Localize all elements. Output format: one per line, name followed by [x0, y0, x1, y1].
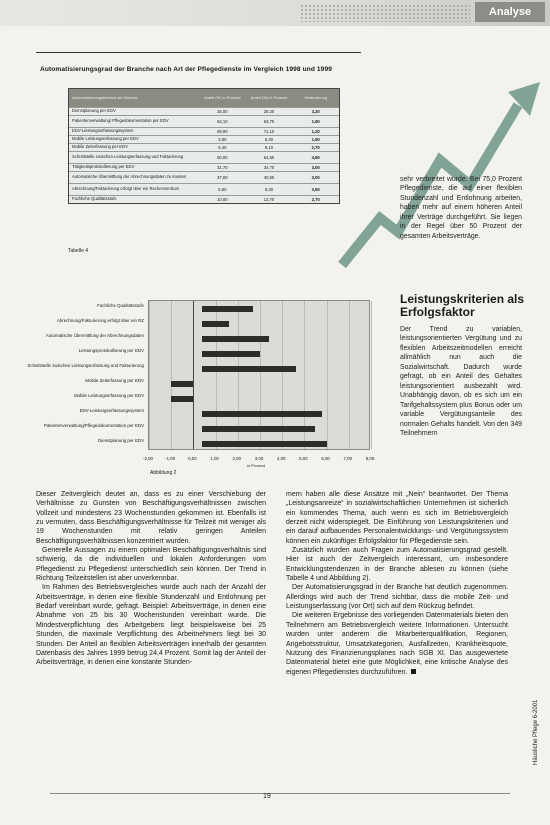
table-row — [69, 107, 339, 115]
table-row — [69, 115, 339, 127]
chart-bar — [202, 321, 229, 327]
table-cell: 64,60 — [263, 155, 275, 160]
table-cell: 10,00 — [217, 197, 228, 202]
chart-tick-label: 3,00 — [254, 456, 264, 461]
chart-gridline — [149, 301, 150, 449]
chart-tick-label: -2,00 — [142, 456, 154, 461]
table-row-label: Automatische Übermittlung der Abrechnungsdaten zu Kassen — [72, 174, 187, 180]
table-header-row — [69, 89, 339, 107]
table-cell: 63,70 — [263, 119, 275, 124]
chart-category-label: EDV-Leistungserfassungssystem — [79, 407, 144, 413]
chart-tick-label: 4,00 — [276, 456, 286, 461]
table-row-label: Dienstplanung per EDV — [72, 108, 116, 114]
paragraph: Zusätzlich wurden auch Fragen zum Automatisierungsgrad gestellt. Hier ist auch der Zeitvergleich interessant, um insbesondere Entwicklungstendenzen in der Branche ablesen zu können (siehe Tabelle 4 und Abbildung 2). — [286, 547, 508, 583]
paragraph — [286, 611, 508, 676]
table-cell: 6,40 — [218, 145, 227, 150]
table-row-label: Schnittstelle zwischen Leistungserfassung und Fakturierung — [72, 154, 184, 160]
body-column-left — [36, 490, 266, 668]
table-row-label: Tätigkeitsprotokollierung per EDV — [72, 164, 135, 170]
chart-bar — [171, 396, 193, 402]
table-row — [69, 183, 339, 195]
table-cell: 71,10 — [263, 129, 275, 134]
header-pattern — [300, 4, 470, 22]
table-cell: 1,50 — [311, 137, 320, 142]
paragraph: Im Rahmen des Betriebsvergleiches wurde auch nach der Anzahl der Arbeitsverträge, in denen eine flexible Stundenzahl und Entlohnung per Bedarf vereinbart wurde, gefragt. Beispiel: Arbeitsverträge, in denen eine Abnahme von 25 bis 30 Wochenstunden vereinbart wurde. Die Mindestverpflichtung des Arbeitgebers liegt beispielsweise bei 25 Stunden, die maximale Verpflichtung des Arbeitnehmers liegt bei 30 Stunden. Der Anteil an flexiblen Arbeitsverträgen innerhalb der gesamten Datenbasis des Jahres 1999 betrug 24,4 Prozent. Somit lag der Anteil der Arbeitsverträge, in denen eine konstante Stunden- — [36, 584, 266, 667]
chart-gridline — [327, 301, 328, 449]
table-cell: 28,20 — [263, 109, 275, 114]
chart-gridline — [171, 301, 172, 449]
table-cell: 2,70 — [311, 145, 320, 150]
paragraph: Dieser Zeitvergleich deutet an, dass es zu einer Verschiebung der Verhältnisse zu Gunsten von Beschäftigungsverhältnissen zwischen Vollzeit und mindestens 23 Wochenstunden gekommen ist. Ebenfalls ist zu vermuten, dass Beschäftigungsverhältnisse für Teilzeit mit weniger als 19 Wochenstunden mit relativ geringen Anteilen Beschäftigungsverhältnissen konzentriert wurden. — [36, 491, 266, 545]
right-column-body-text: Der Trend zu variablen, leistungsorientierten Vergütung und zu flexiblen Arbeitszeitmodellen erreicht allmählich nun auch die Sozialwirtschaft. Dadurch wurde gefragt, ob ein Anteil des Gehaltes leistungsorientiert ausbezahlt wird. Unabhängig davon, ob es sich um ein Tarifgehaltssystem plus Bonus oder um variable Vergütungsanteile des normalen Gehalts handelt. Von den 349 Teilnehmern — [400, 326, 522, 437]
chart-tick-label: 7,00 — [343, 456, 353, 461]
table-row — [69, 151, 339, 163]
paragraph: Der Automatisierungsgrad in der Branche hat deutlich zugenommen. Allerdings wird auch der Trend sichtbar, dass die mobile Zeit- und Leistungserfassung (vor Ort) sich auf dem Rückzug befindet. — [286, 584, 508, 611]
chart-category-label: Leistungsprotokollierung per EDV — [78, 347, 144, 353]
paragraph: mern haben alle diese Ansätze mit „Nein“ beantwortet. Der Thema „Leistungsanreize“ in sozialwirtschaftlichen Unternehmen ist sicherlich ein kommendes Thema, auch wenn es sich im Betriebsvergleich derzeit nicht widerspiegelt. Die Einführung von Leistungskriterien und ein darauf aufbauendes Personalentwicklungs- und Vergütungssystem können ein zukünftiger Erfolgsfaktor für Pflegedienste sein. — [286, 491, 508, 545]
paragraph: Generelle Aussagen zu einem optimalen Beschäftigungsverhältnis sind schwierig, da die individuellen und lokalen Anforderungen vom Pflegedienst zu Pflegedienst unterschiedlich sein können. Der Trend in Richtung Teilzeitstellen ist aber unverkennbar. — [36, 547, 266, 583]
body-column-mid — [286, 490, 508, 677]
table-cell: 9,10 — [264, 145, 274, 150]
top-rule — [36, 52, 361, 53]
table-row-label: Mobile Leistungserfassung per EDV — [72, 136, 139, 142]
chart-tick-label: -1,00 — [165, 456, 176, 461]
chart-tick-label: 0,00 — [188, 456, 197, 461]
table-cell: 3,00 — [311, 165, 320, 170]
end-of-article-mark — [411, 669, 416, 674]
table-cell: 62,10 — [217, 119, 228, 124]
table-row — [69, 195, 339, 203]
table-cell: 1,20 — [311, 129, 320, 134]
chart-gridline — [371, 301, 372, 449]
chart-tick-label: 2,00 — [232, 456, 242, 461]
chart-gridline — [349, 301, 350, 449]
table-cell: 3,20 — [311, 109, 320, 114]
chart-tick-label: 8,00 — [365, 456, 375, 461]
table-caption: Tabelle 4 — [68, 248, 89, 254]
chart-category-label: Abrechnung/Fakturierung erfolgt über ein RZ — [56, 317, 144, 323]
table-cell: 3,80 — [218, 137, 227, 142]
chart-category-label: Patientenverwaltung/Pflegedokumentation per EDV — [43, 422, 144, 428]
table-cell: 40,60 — [263, 175, 275, 180]
table-cell: 4,60 — [311, 155, 320, 160]
chart-category-label: Mobile Zeiterfassung per EDV — [85, 377, 144, 383]
chart-plot-area — [148, 300, 370, 450]
chart-bar — [202, 426, 315, 432]
chart-zero-line — [193, 301, 194, 449]
chart-category-label: Automatische Übermittlung der Abrechnungsdaten — [45, 332, 144, 338]
table-cell: 5,30 — [264, 137, 274, 142]
section-subhead: Leistungskriterien als Erfolgsfaktor — [400, 292, 525, 319]
table-cell: 5,80 — [218, 187, 227, 192]
table-row-label: Fachliche Qualitätsstufe — [72, 196, 117, 202]
chart-bar — [202, 441, 326, 447]
chart-category-label: Mobile Leistungserfassung per EDV — [73, 392, 144, 398]
table-cell: 9,30 — [264, 187, 274, 192]
publication-vertical-label: Häusliche Pflege 6-2001 — [533, 699, 539, 765]
table-row — [69, 171, 339, 183]
table-header-cell: Anteil (%) in Prozent — [204, 94, 241, 100]
table-row-label: EDV-Leistungserfassungssystem — [72, 128, 134, 134]
data-table — [68, 88, 340, 204]
table-row — [69, 127, 339, 135]
table-row-label: Mobile Zeiterfassung per EDV — [72, 144, 128, 150]
chart-tick-label: 6,00 — [321, 456, 330, 461]
chart-bar — [202, 411, 322, 417]
chart-bar — [202, 366, 295, 372]
paragraph-text: Die weiteren Ergebnisse des vorliegenden Datenmaterials bieten den Teilnehmern am Betriebsvergleich weitere Informationen. Untersucht wurden unter anderem die Mitarbeiterqualifikation, Regionen, Angebotsstruktur, Umsatzkategorien, Ausfallzeiten, Krankheitsquote, Nutzung des Finanzierungsplanes nach SGB XI. Das ausgewertete Datenmaterial bietet eine gute Möglichkeit, eine kritische Analyse des eigenen Pflegedienstes durchzuführen. — [286, 612, 508, 676]
table-title: Automatisierungsgrad der Branche nach Art der Pflegedienste im Vergleich 1998 und 1999 — [40, 66, 332, 73]
chart-caption: Abbildung 2 — [150, 470, 177, 476]
table-row — [69, 163, 339, 171]
table-cell: 2,70 — [311, 197, 320, 202]
table-header-cell: Automatisierungsbereich der Dienste — [72, 94, 138, 100]
table-header-cell: Anteil (%) in Prozent — [250, 94, 288, 100]
table-cell: 37,60 — [217, 175, 228, 180]
table-cell: 34,70 — [263, 165, 275, 170]
chart-tick-label: 1,00 — [210, 456, 219, 461]
table-row — [69, 135, 339, 143]
right-column-top-text: sehr verbreitet wurde. Bei 75,0 Prozent Pflegedienste, die auf einer flexiblen Stundenzahl und Entlohnung arbeiten, haben mehr auf einem höheren Anteil ihrer Verträge durchgeführt. Sie liegen in der Regel über 50 Prozent der gesamten Arbeitsverträge. — [400, 176, 522, 240]
table-cell: 12,70 — [263, 197, 275, 202]
chart-bar — [202, 306, 253, 312]
table-row — [69, 143, 339, 151]
table-cell: 25,00 — [217, 109, 228, 114]
chart-tick-label: 5,00 — [299, 456, 308, 461]
table-row-label: Abrechnung/Fakturierung erfolgt über ein Rechenzentrum — [72, 186, 180, 192]
table-header-cell: Veränderung — [304, 94, 328, 100]
page-number: 19 — [263, 793, 271, 800]
bottom-rule — [50, 793, 510, 794]
chart-category-label: Schnittstelle zwischen Leistungserfassung und Fakturierung — [27, 362, 144, 368]
chart-x-axis-title: in Prozent — [246, 463, 266, 468]
table-cell: 3,50 — [311, 187, 320, 192]
table-cell: 3,00 — [311, 175, 320, 180]
chart-category-label: Fachliche Qualitätsstufe — [97, 302, 144, 308]
chart-category-label: Dienstplanung per EDV — [98, 437, 144, 443]
table-cell: 31,70 — [217, 165, 228, 170]
table-cell: 60,00 — [217, 155, 228, 160]
table-cell: 1,60 — [311, 119, 320, 124]
table-row-label: Patientenverwaltung/ Pflegedokumentation per EDV — [72, 118, 169, 124]
chart-bar — [202, 351, 260, 357]
chart-bar — [202, 336, 269, 342]
chart-bar — [171, 381, 193, 387]
section-tab: Analyse — [475, 2, 545, 22]
table-cell: 69,90 — [217, 129, 228, 134]
